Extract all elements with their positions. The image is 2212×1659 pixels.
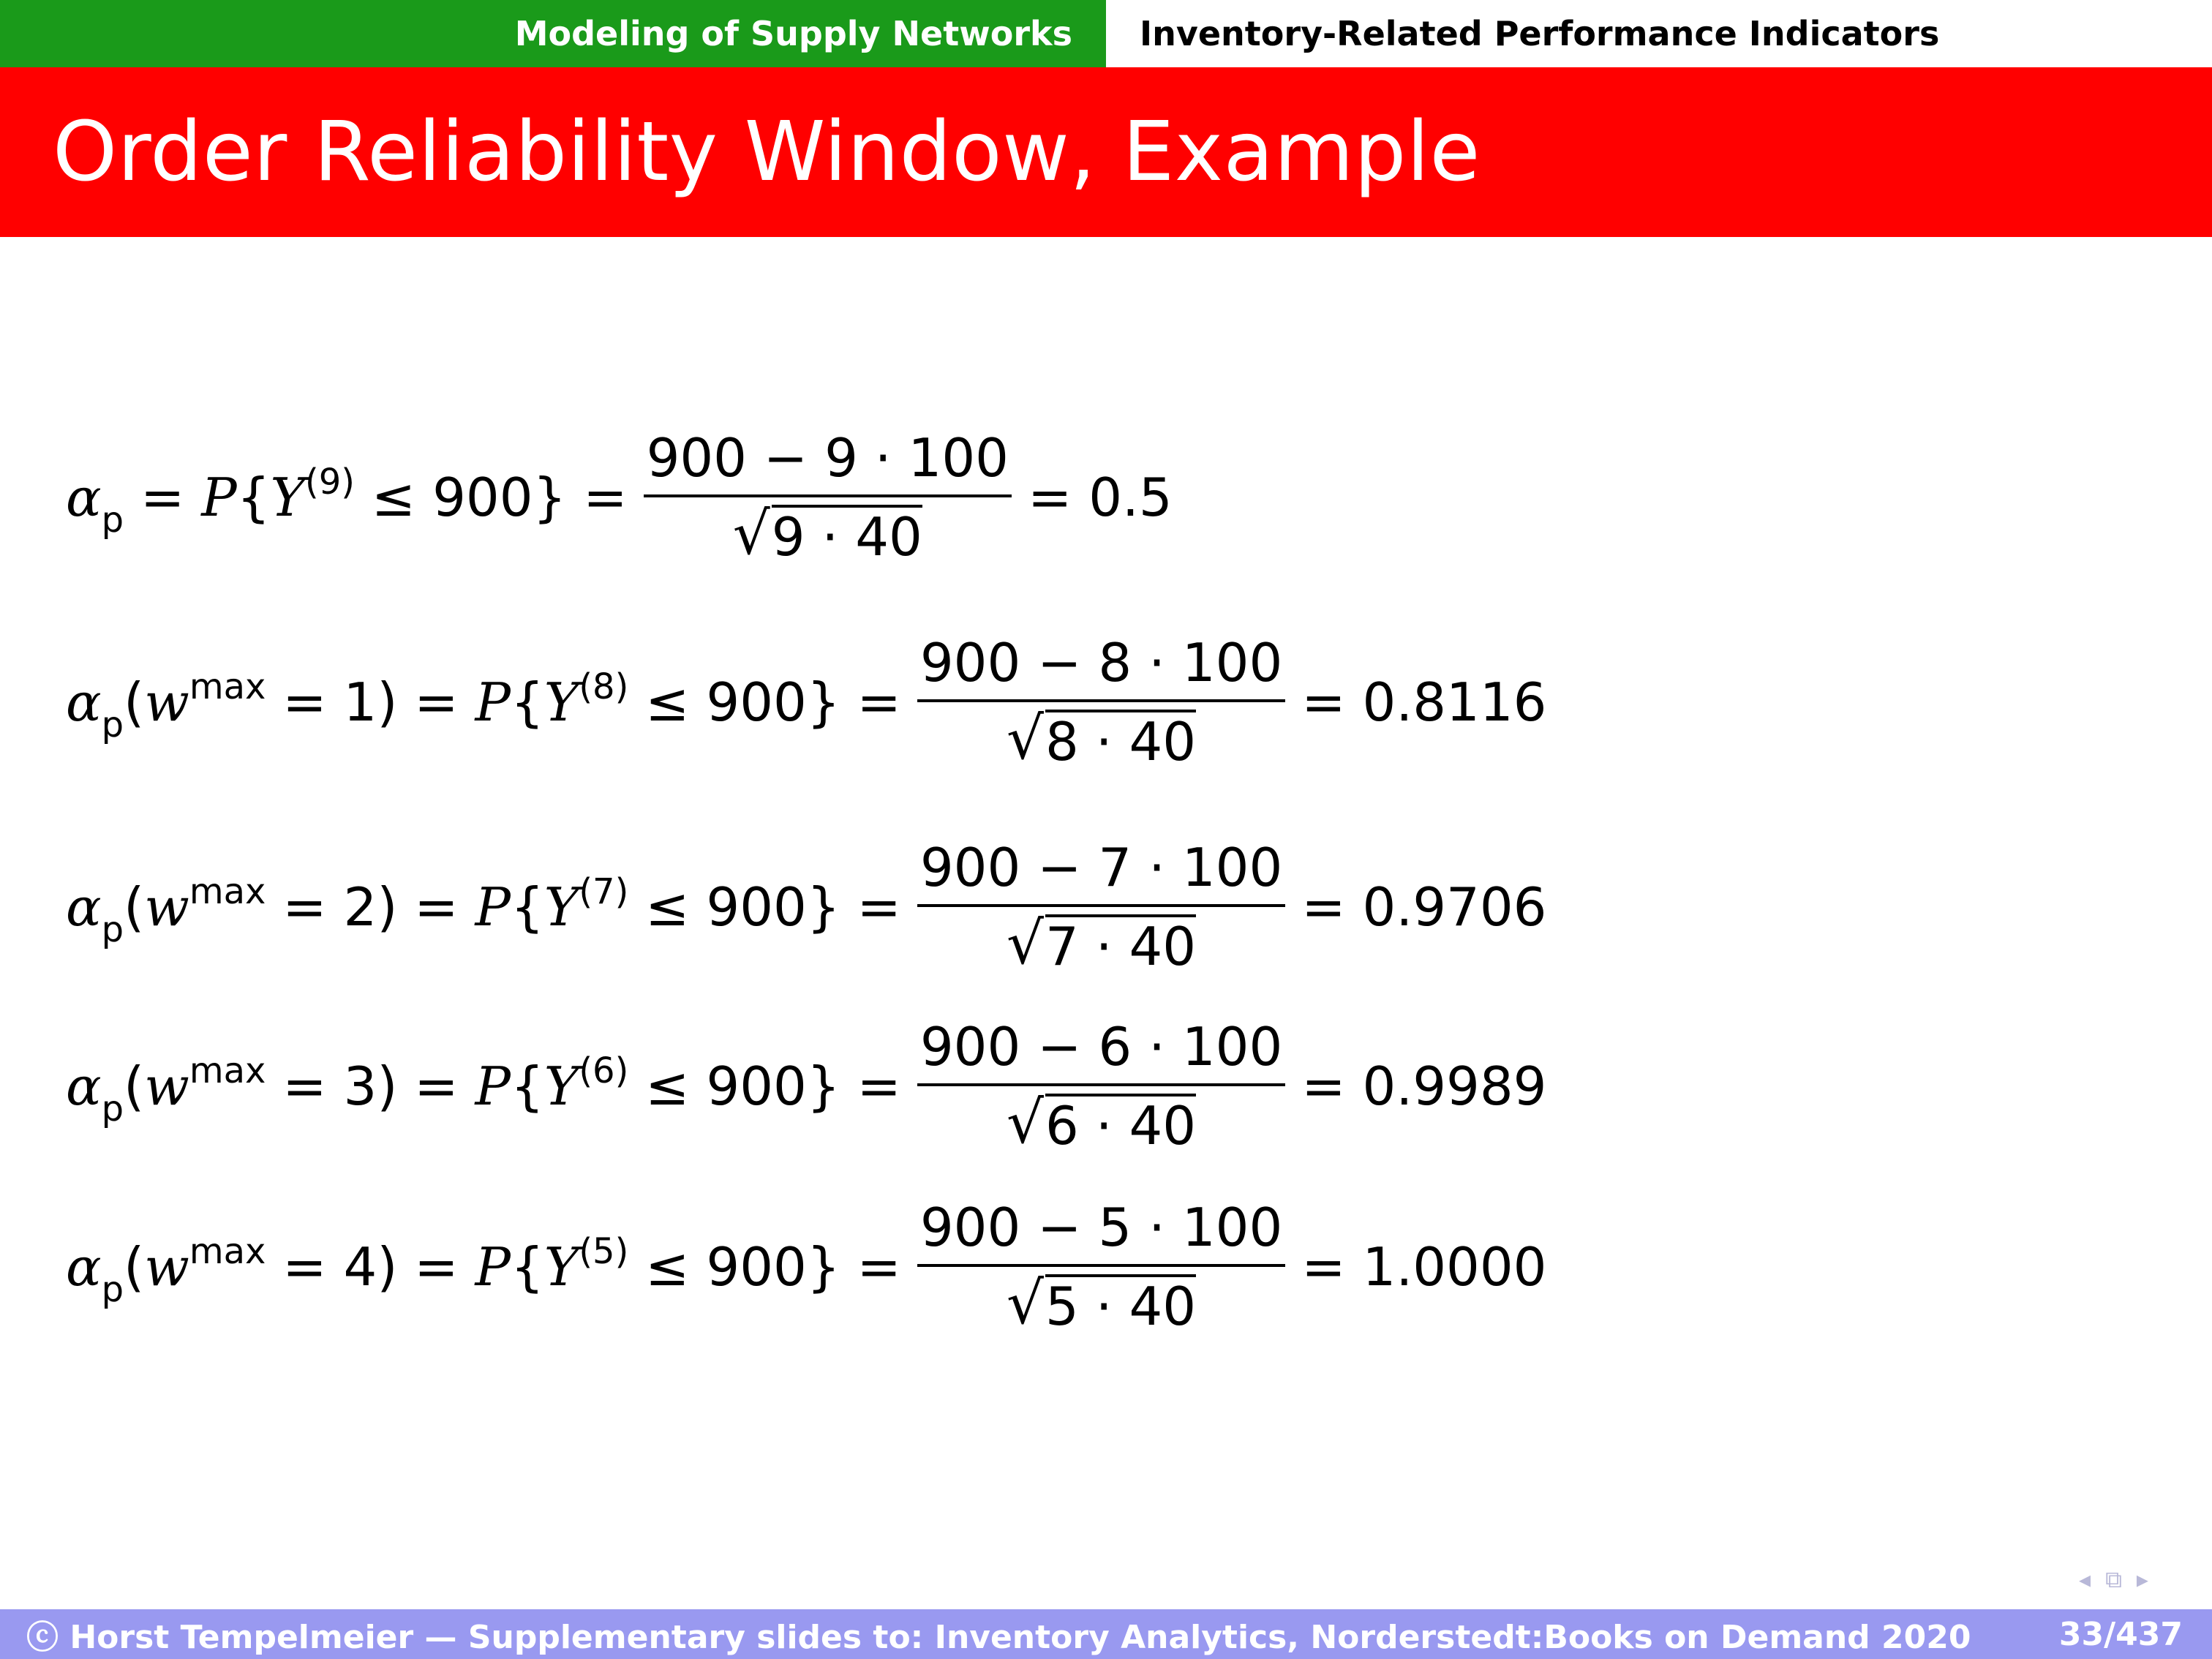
denominator: √ 9 · 40 [732,500,922,568]
equation-result: = 0.9706 [1301,876,1547,938]
fraction [917,1197,1285,1337]
fraction [917,632,1285,772]
footer-credit: ⓒ Horst Tempelmeier — Supplementary slides to: Inventory Analytics, Norderstedt:Books on Demand 2020 [26,1619,1971,1656]
numerator: 900 − 9 · 100 [644,432,1012,497]
fraction [917,1016,1285,1156]
denominator: √ 5 · 40 [1007,1269,1197,1337]
equation-2 [66,632,1547,772]
header-section[interactable] [0,0,1106,67]
equation-1 [66,427,1173,568]
equation-result: = 1.0000 [1301,1236,1547,1298]
equation-lhs: $\alpha_p(w^{max} = 2) = P\{Y^{(7)} \le 900\}$ = [66,871,901,950]
beamer-nav [2079,1565,2148,1594]
header-subsection[interactable] [1106,0,2212,67]
footer-bar [0,1609,2212,1659]
numerator: 900 − 7 · 100 [917,841,1285,907]
page-number: 33/437 [2058,1615,2183,1653]
sqrt-icon: √ [1007,1088,1045,1156]
header-section-label: Modeling of Supply Networks [514,14,1072,53]
equation-lhs: $\alpha_p(w^{max} = 1) = P\{Y^{(8)} \le 900\}$ = [66,666,901,745]
header-subsection-label: Inventory-Related Performance Indicators [1140,14,1940,53]
title-band [0,67,2212,237]
sqrt-icon: √ [1007,704,1045,772]
denominator: √ 6 · 40 [1007,1088,1197,1156]
nav-left-icon[interactable]: ◂ [2079,1565,2091,1593]
equation-lhs: $\alpha_p(w^{max} = 3) = P\{Y^{(6)} \le 900\}$ = [66,1050,901,1129]
denominator: √ 7 · 40 [1007,909,1197,977]
equation-result: = 0.8116 [1301,672,1547,733]
nav-right-icon[interactable]: ▸ [2136,1565,2148,1593]
denominator: √ 8 · 40 [1007,704,1197,772]
sqrt-icon: √ [732,500,770,568]
sqrt-icon: √ [1007,909,1045,977]
equation-lhs: $\alpha_p = P\{Y^{(9)} \le 900\}$ = [66,462,628,541]
equation-result: = 0.9989 [1301,1056,1547,1117]
nav-frame-icon[interactable]: ⧉ [2105,1565,2122,1593]
numerator: 900 − 6 · 100 [917,1020,1285,1086]
numerator: 900 − 5 · 100 [917,1201,1285,1267]
numerator: 900 − 8 · 100 [917,636,1285,702]
header-bar [0,0,2212,67]
slide-title: Order Reliability Window, Example [53,105,1481,200]
fraction [917,837,1285,977]
equation-result: = 0.5 [1027,467,1173,528]
equation-4 [66,1016,1547,1156]
sqrt-icon: √ [1007,1269,1045,1337]
fraction [644,427,1012,568]
equation-5 [66,1197,1547,1337]
equation-3 [66,837,1547,977]
equation-lhs: $\alpha_p(w^{max} = 4) = P\{Y^{(5)} \le 900\}$ = [66,1231,901,1310]
